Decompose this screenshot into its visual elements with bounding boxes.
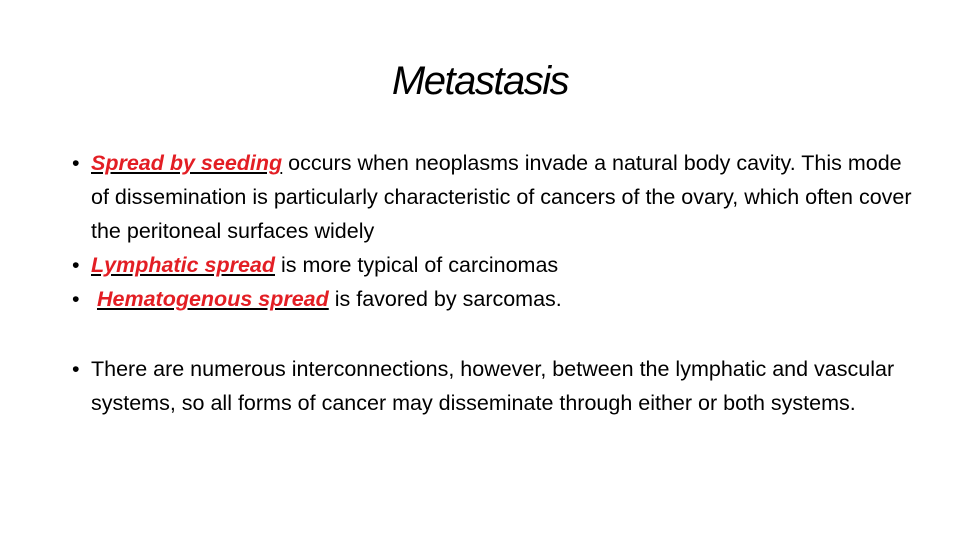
bullet-marker: • <box>72 287 80 311</box>
bullet-item <box>72 282 912 316</box>
bullet-item <box>72 248 912 282</box>
bullet-text: is more typical of carcinomas <box>275 253 559 277</box>
term-hematogenous-spread: Hematogenous spread <box>96 287 329 311</box>
bullet-marker: • <box>72 357 80 381</box>
bullet-text: occurs when neoplasms invade a natural body cavity. This mode of dissemination is particularly characteristic of cancers of the ovary, which often cover the peritoneal surfaces widely <box>91 151 912 243</box>
term-spread-by-seeding: Spread by seeding <box>91 151 283 175</box>
bullet-item <box>72 352 912 420</box>
bullet-text: There are numerous interconnections, however, between the lymphatic and vascular systems, so all forms of cancer may disseminate through either or both systems. <box>91 357 895 415</box>
bullet-item <box>72 146 912 248</box>
bullet-list <box>72 146 912 420</box>
bullet-marker: • <box>72 151 80 175</box>
bullet-marker: • <box>72 253 80 277</box>
bullet-text: is favored by sarcomas. <box>328 287 562 311</box>
slide-title: Metastasis <box>391 59 569 103</box>
term-lymphatic-spread: Lymphatic spread <box>91 253 275 277</box>
